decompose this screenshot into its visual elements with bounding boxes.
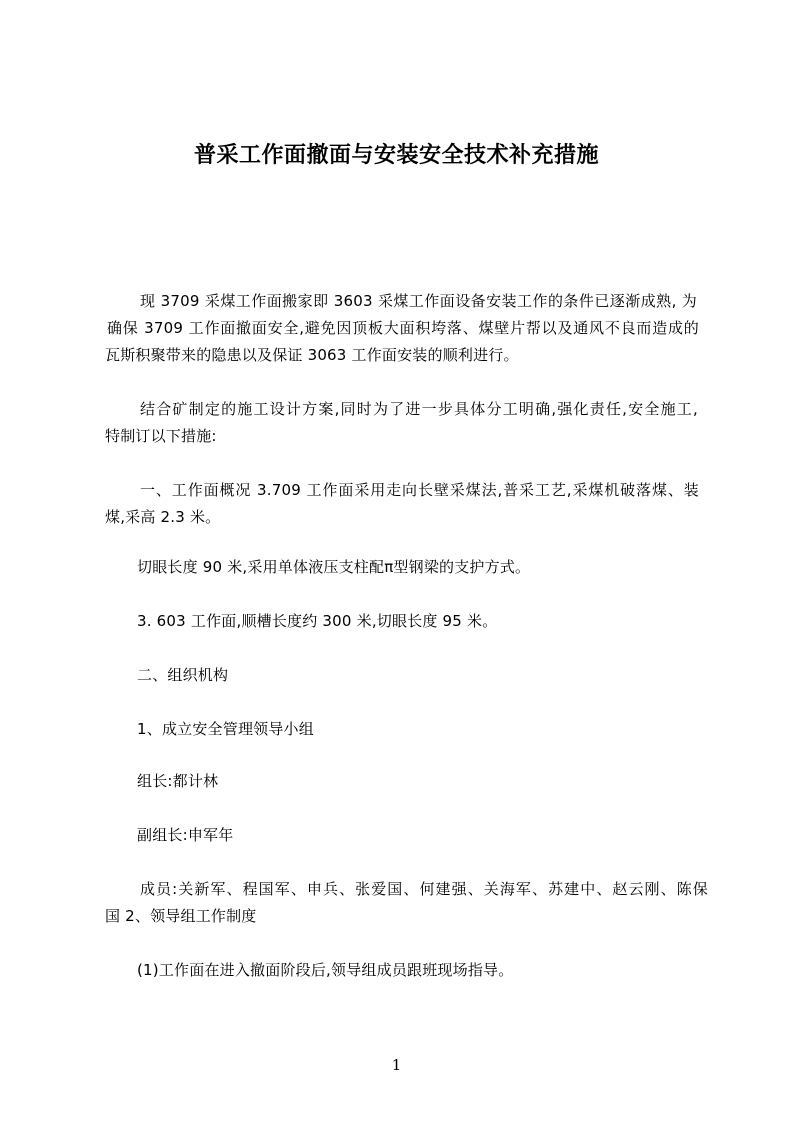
- paragraph-line: 结合矿制定的施工设计方案,同时为了进一步具体分工明确,强化责任,安全施工,: [140, 400, 698, 418]
- paragraph-line: 组长:都计林: [137, 772, 219, 790]
- paragraph-line: 成员:关新军、程国军、申兵、张爱国、何建强、关海军、苏建中、赵云刚、陈保: [140, 880, 708, 898]
- paragraph-line: 一、工作面概况 3.709 工作面采用走向长壁采煤法,普采工艺,采煤机破落煤、装: [140, 481, 699, 499]
- page-number: 1: [391, 1056, 402, 1074]
- paragraph-line: 国 2、领导组工作制度: [105, 907, 257, 925]
- paragraph-line: 现 3709 采煤工作面搬家即 3603 采煤工作面设备安装工作的条件已逐渐成熟, 为: [140, 292, 697, 310]
- document-title: 普采工作面撤面与安装安全技术补充措施: [193, 143, 599, 168]
- paragraph-line: (1)工作面在进入撤面阶段后,领导组成员跟班现场指导。: [137, 961, 514, 979]
- paragraph-line: 特制订以下措施:: [105, 427, 217, 445]
- paragraph-line: 瓦斯积聚带来的隐患以及保证 3063 工作面安装的顺利进行。: [105, 346, 519, 364]
- paragraph-line: 副组长:申军年: [137, 826, 234, 844]
- paragraph-line: 煤,采高 2.3 米。: [105, 508, 221, 526]
- paragraph-line: 3. 603 工作面,顺槽长度约 300 米,切眼长度 95 米。: [137, 612, 498, 630]
- paragraph-line: 确保 3709 工作面撤面安全,避免因顶板大面积垮落、煤壁片帮以及通风不良而造成的: [107, 319, 699, 337]
- paragraph-line: 切眼长度 90 米,采用单体液压支柱配π型钢梁的支护方式。: [137, 558, 531, 576]
- paragraph-line: 1、成立安全管理领导小组: [137, 720, 314, 738]
- section-heading: 二、组织机构: [137, 666, 229, 684]
